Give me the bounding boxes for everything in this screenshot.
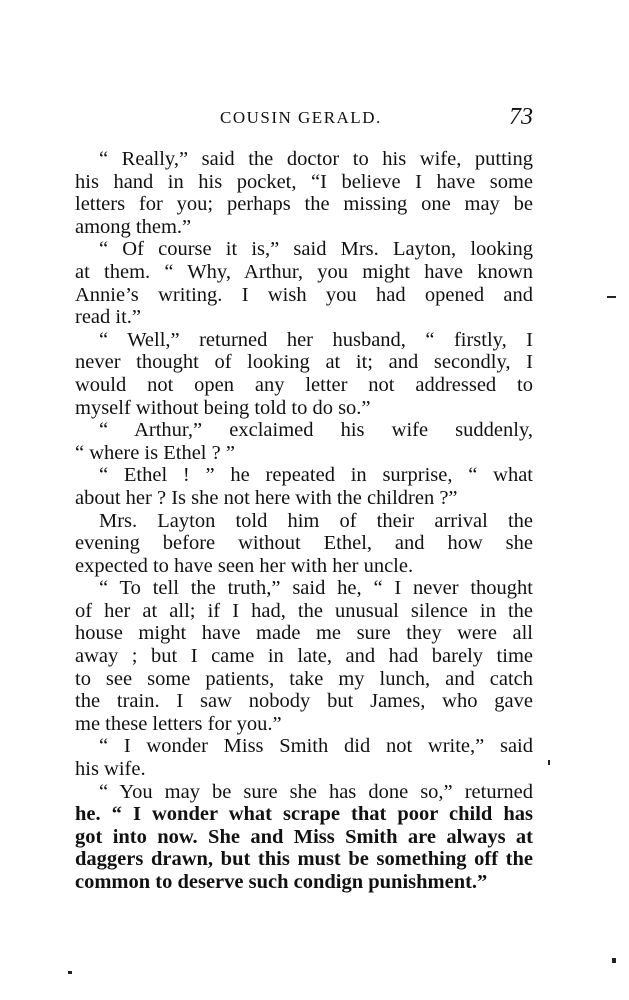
- running-title: COUSIN GERALD.: [220, 108, 382, 127]
- text-line: the train. I saw nobody but James, who gave: [75, 690, 533, 713]
- text-line: of her at all; if I had, the unusual silence in the: [75, 599, 533, 622]
- text-line: “ You may be sure she has done so,” returned: [99, 780, 533, 803]
- text-line: to see some patients, take my lunch, and catch: [75, 667, 533, 690]
- text-line: letters for you; perhaps the missing one may be: [75, 193, 533, 216]
- running-head: [75, 104, 533, 138]
- text-line: “ Well,” returned her husband, “ firstly, I: [99, 328, 533, 351]
- scan-speck: [548, 760, 550, 765]
- text-line: me these letters for you.”: [75, 712, 282, 735]
- text-line: read it.”: [75, 306, 142, 329]
- text-line: he. “ I wonder what scrape that poor child has: [75, 803, 533, 826]
- text-line: would not open any letter not addressed to: [75, 373, 533, 396]
- text-line: expected to have seen her with her uncle.: [75, 554, 414, 577]
- body-text: [75, 148, 533, 894]
- text-line: Annie’s writing. I wish you had opened and: [75, 283, 533, 306]
- text-line: “ Ethel ! ” he repeated in surprise, “ what: [99, 464, 533, 487]
- scan-speck: [68, 971, 72, 974]
- scan-speck: [607, 296, 616, 298]
- text-line: Mrs. Layton told him of their arrival the: [99, 509, 533, 532]
- text-line: house might have made me sure they were all: [75, 622, 533, 645]
- text-line: “ Of course it is,” said Mrs. Layton, looking: [99, 238, 533, 261]
- text-line: “ Arthur,” exclaimed his wife suddenly,: [99, 419, 533, 442]
- scan-speck: [612, 958, 616, 963]
- text-line: his wife.: [75, 758, 146, 781]
- text-line: “ Really,” said the doctor to his wife, putting: [99, 148, 533, 170]
- text-line: myself without being told to do so.”: [75, 396, 371, 419]
- text-line: at them. “ Why, Arthur, you might have known: [75, 260, 533, 283]
- text-line: away ; but I came in late, and had barely time: [75, 645, 533, 668]
- text-line: evening before without Ethel, and how she: [75, 532, 533, 555]
- text-line: never thought of looking at it; and secondly, I: [75, 351, 533, 374]
- text-line: among them.”: [75, 215, 192, 238]
- text-line: “ To tell the truth,” said he, “ I never thought: [99, 577, 533, 600]
- page-number: 73: [509, 104, 533, 130]
- text-line: his hand in his pocket, “I believe I have some: [75, 170, 533, 193]
- text-line: common to deserve such condign punishment.”: [75, 871, 488, 893]
- text-line: daggers drawn, but this must be something off the: [75, 848, 533, 871]
- text-line: “ where is Ethel ? ”: [75, 441, 235, 464]
- text-line: “ I wonder Miss Smith did not write,” said: [99, 735, 533, 758]
- text-line: about her ? Is she not here with the children ?”: [75, 486, 458, 509]
- text-line: got into now. She and Miss Smith are always at: [75, 825, 533, 848]
